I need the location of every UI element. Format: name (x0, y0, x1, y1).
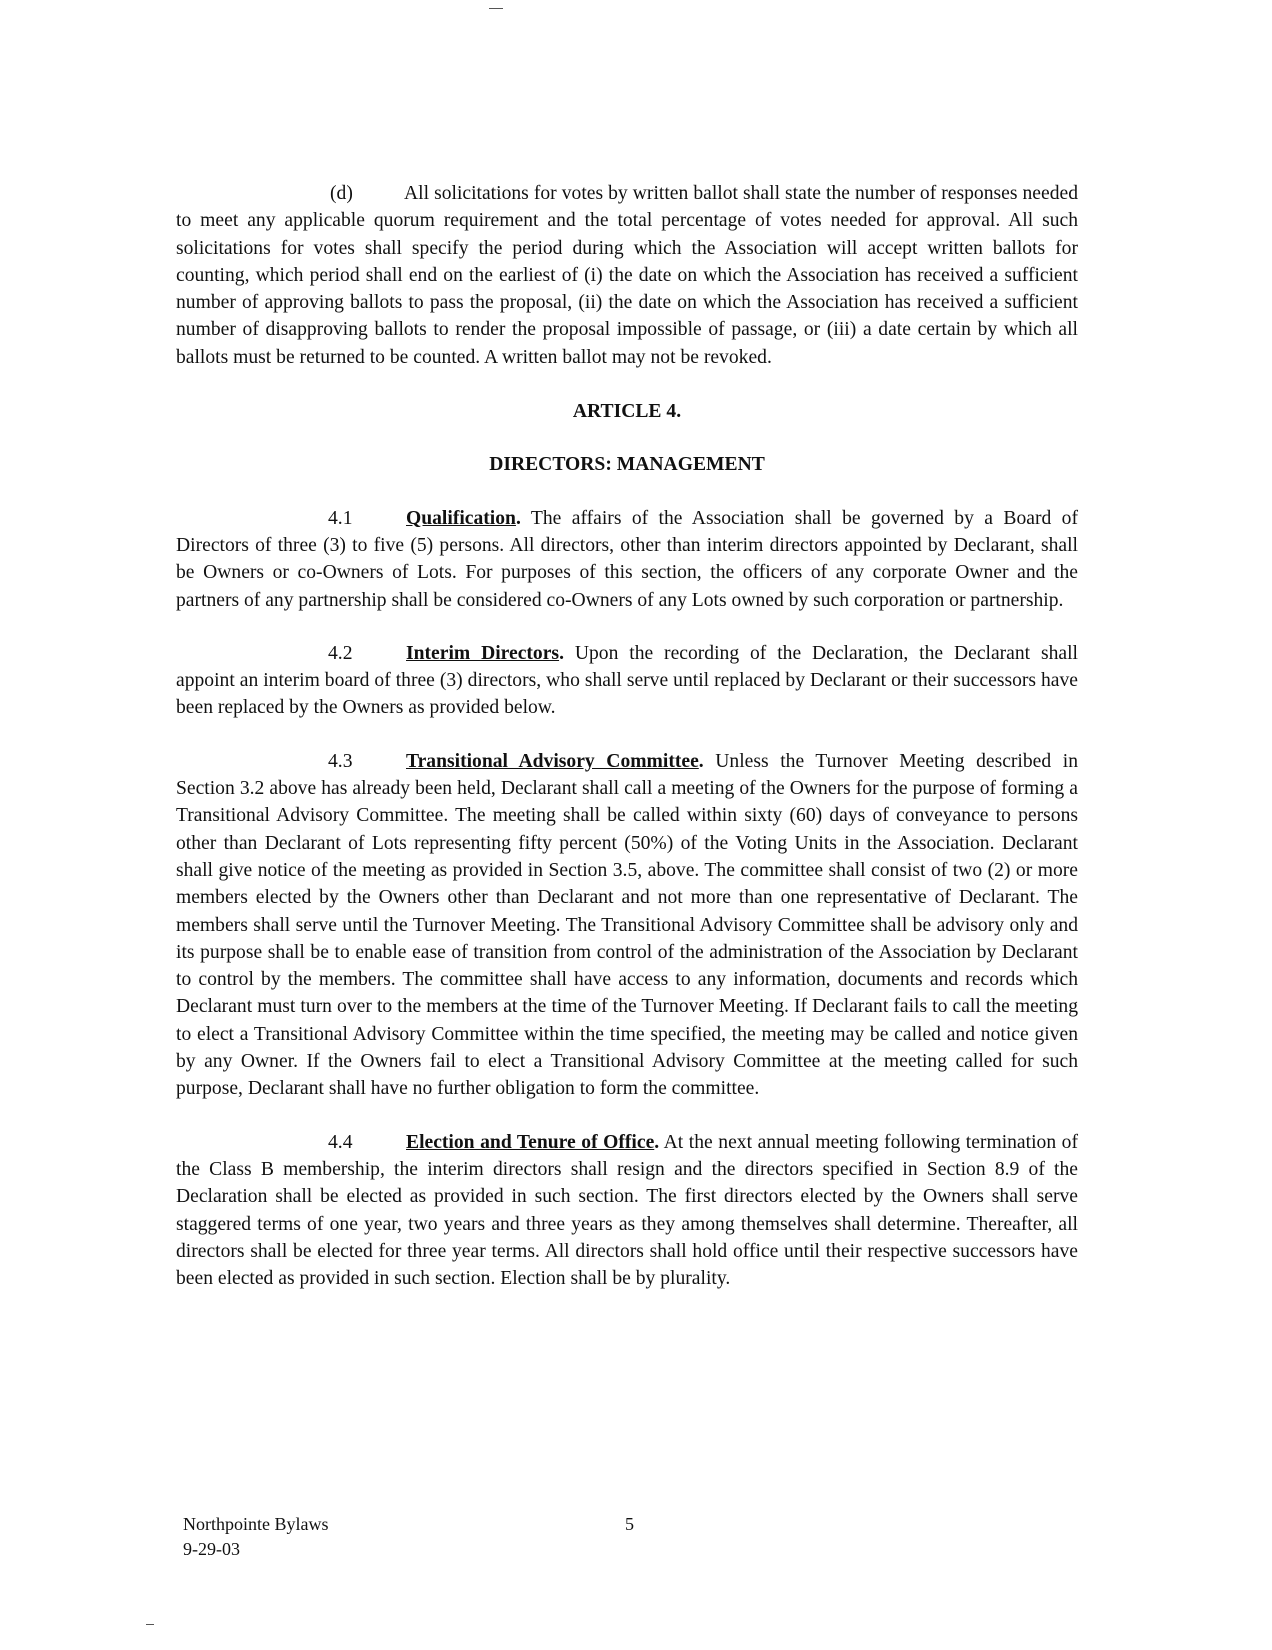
section-4-4: 4.4 Election and Tenure of Office. At the next annual meeting following termination of the Class B membership, the interim directors shall resign and the directors specified in Section 8.9 of the Declaration shall be elected as provided in such section. The first directors elected by the Owners shall serve staggered terms of one year, two years and three years as they among themselves shall determine. Thereafter, all directors shall be elected for three year terms. All directors shall hold office until their respective successors have been elected as provided in such section. Election shall be by plurality. (176, 1129, 1078, 1293)
scan-mark-bottom (146, 1624, 154, 1625)
scan-mark-top (489, 8, 503, 9)
footer-doc-name: Northpointe Bylaws (183, 1514, 329, 1534)
section-number: 4.3 (328, 750, 353, 772)
section-number: 4.2 (328, 642, 353, 664)
article-title: DIRECTORS: MANAGEMENT (489, 454, 765, 476)
section-heading: Interim Directors (406, 642, 560, 664)
footer-date: 9-29-03 (183, 1539, 240, 1559)
section-number: 4.1 (328, 507, 353, 529)
page-number: 5 (625, 1514, 634, 1534)
footer (183, 1512, 329, 1562)
paragraph-d-label: (d) (330, 183, 353, 204)
section-4-3: 4.3 Transitional Advisory Committee. Unless the Turnover Meeting described in Section 3.2 above has already been held, Declarant shall call a meeting of the Owners for the purpose of forming a Transitional Advisory Committee. The meeting shall be called within sixty (60) days of conveyance to persons other than Declarant of Lots representing fifty percent (50%) of the Voting Units in the Association. Declarant shall give notice of the meeting as provided in Section 3.5, above. The committee shall consist of two (2) or more members elected by the Owners other than Declarant and not more than one representative of Declarant. The members shall serve until the Turnover Meeting. The Transitional Advisory Committee shall be advisory only and its purpose shall be to enable ease of transition from control of the administration of the Association by Declarant to control by the members. The committee shall have access to any information, documents and records which Declarant must turn over to the members at the time of the Turnover Meeting. If Declarant fails to call the meeting to elect a Transitional Advisory Committee within the time specified, the meeting may be called and notice given by any Owner. If the Owners fail to elect a Transitional Advisory Committee at the meeting called for such purpose, Declarant shall have no further obligation to form the committee. (176, 748, 1078, 1103)
section-heading: Transitional Advisory Committee (406, 750, 699, 772)
article-number: ARTICLE 4. (572, 401, 682, 423)
section-number: 4.4 (328, 1131, 353, 1153)
section-text: At the next annual meeting following termination of the Class B membership, the interim directors shall resign and the directors specified in Section 8.9 of the Declaration shall be elected as provided in such section. The first directors elected by the Owners shall serve staggered terms of one year, two years and three years as they among themselves shall determine. Thereafter, all directors shall be elected for three year terms. All directors shall hold office until their respective successors have been elected as provided in such section. Election shall be by plurality. (176, 1131, 1078, 1290)
section-heading: Qualification (406, 507, 516, 529)
section-text: Unless the Turnover Meeting described in Section 3.2 above has already been held, Declarant shall call a meeting of the Owners for the purpose of forming a Transitional Advisory Committee. The meeting shall be called within sixty (60) days of conveyance to persons other than Declarant of Lots representing fifty percent (50%) of the Voting Units in the Association. Declarant shall give notice of the meeting as provided in Section 3.5, above. The committee shall consist of two (2) or more members elected by the Owners other than Declarant and not more than one representative of Declarant. The members shall serve until the Turnover Meeting. The Transitional Advisory Committee shall be advisory only and its purpose shall be to enable ease of transition from control of the administration of the Association by Declarant to control by the members. The committee shall have access to any information, documents and records which Declarant must turn over to the members at the time of the Turnover Meeting. If Declarant fails to call the meeting to elect a Transitional Advisory Committee within the time specified, the meeting may be called and notice given by any Owner. If the Owners fail to elect a Transitional Advisory Committee at the meeting called for such purpose, Declarant shall have no further obligation to form the committee. (176, 750, 1079, 1100)
section-4-1: 4.1 Qualification. The affairs of the Association shall be governed by a Board of Directors of three (3) to five (5) persons. All directors, other than interim directors appointed by Declarant, shall be Owners or co-Owners of Lots. For purposes of this section, the officers of any corporate Owner and the partners of any partnership shall be considered co-Owners of any Lots owned by such corporation or partnership. (176, 505, 1078, 614)
section-4-2: 4.2 Interim Directors. Upon the recording of the Declaration, the Declarant shall appoint an interim board of three (3) directors, who shall serve until replaced by Declarant or their successors have been replaced by the Owners as provided below. (176, 640, 1078, 722)
section-heading: Election and Tenure of Office (406, 1131, 655, 1153)
paragraph-d (176, 180, 1078, 371)
section-text: Upon the recording of the Declaration, the Declarant shall appoint an interim board of three (3) directors, who shall serve until replaced by Declarant or their successors have been replaced by the Owners as provided below. (176, 642, 1079, 719)
document-body (176, 180, 1078, 1292)
section-text: The affairs of the Association shall be governed by a Board of Directors of three (3) to five (5) persons. All directors, other than interim directors appointed by Declarant, shall be Owners or co-Owners of Lots. For purposes of this section, the officers of any corporate Owner and the partners of any partnership shall be considered co-Owners of any Lots owned by such corporation or partnership. (176, 507, 1078, 611)
paragraph-d-text: All solicitations for votes by written ballot shall state the number of responses needed to meet any applicable quorum requirement and the total percentage of votes needed for approval. All such solicitations for votes shall specify the period during which the Association will accept written ballots for counting, which period shall end on the earliest of (i) the date on which the Association has received a sufficient number of approving ballots to pass the proposal, (ii) the date on which the Association has received a sufficient number of disapproving ballots to render the proposal impossible of passage, or (iii) a date certain by which all ballots must be returned to be counted. A written ballot may not be revoked. (176, 183, 1078, 368)
